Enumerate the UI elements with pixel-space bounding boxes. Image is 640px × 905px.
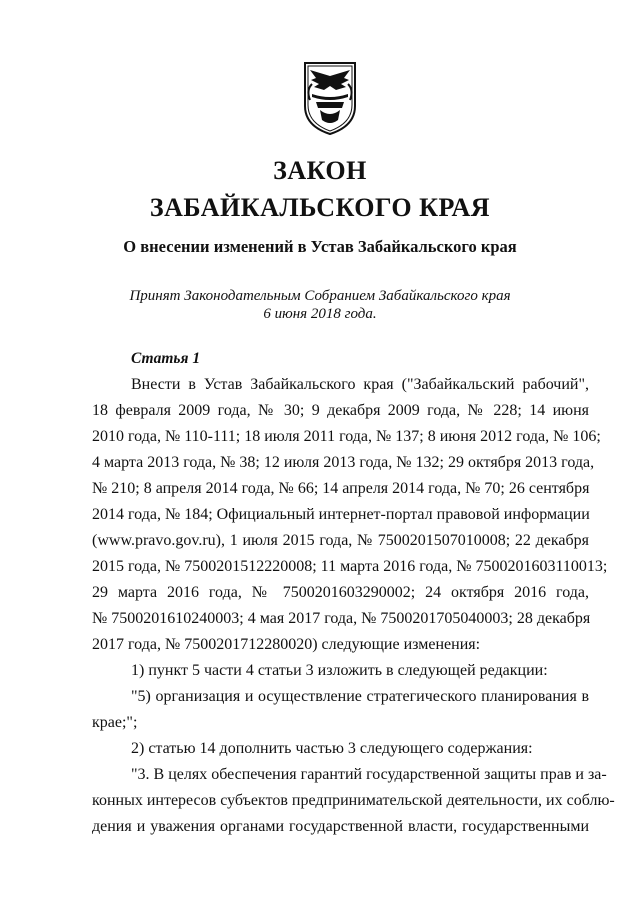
body-line: Внести в Устав Забайкальского края ("Забайкальский рабочий",: [131, 376, 589, 393]
body-line: 2017 года, № 7500201712280020) следующие изменения:: [92, 636, 481, 653]
coat-of-arms-emblem: [302, 60, 358, 136]
body-line: № 210; 8 апреля 2014 года, № 66; 14 апреля 2014 года, № 70; 26 сентября: [92, 480, 590, 497]
body-line: 1) пункт 5 части 4 статьи 3 изложить в следующей редакции:: [131, 662, 548, 679]
law-region-title: ЗАБАЙКАЛЬСКОГО КРАЯ: [149, 193, 491, 222]
body-line: 18 февраля 2009 года, № 30; 9 декабря 2009 года, № 228; 14 июня: [92, 402, 589, 419]
body-line: 2010 года, № 110-111; 18 июля 2011 года, № 137; 8 июня 2012 года, № 106;: [92, 428, 601, 445]
body-line: 2015 года, № 7500201512220008; 11 марта 2016 года, № 7500201603110013;: [92, 558, 608, 575]
law-title: ЗАКОН: [273, 156, 367, 185]
body-line: дения и уважения органами государственной власти, государственными: [92, 818, 589, 835]
article-heading: Статья 1: [131, 350, 201, 367]
body-line: "5) организация и осуществление стратегического планирования в: [131, 688, 589, 705]
body-line: крае;";: [92, 714, 138, 731]
body-line: "3. В целях обеспечения гарантий государственной защиты прав и за-: [131, 766, 607, 783]
body-line: 4 марта 2013 года, № 38; 12 июля 2013 года, № 132; 29 октября 2013 года,: [92, 454, 595, 471]
body-line: 29 марта 2016 года, № 7500201603290002; 24 октября 2016 года,: [92, 584, 589, 601]
adopted-line-2: 6 июня 2018 года.: [263, 306, 377, 322]
body-line: (www.pravo.gov.ru), 1 июля 2015 года, № 7500201507010008; 22 декабря: [92, 532, 589, 549]
body-line: № 7500201610240003; 4 мая 2017 года, № 7500201705040003; 28 декабря: [92, 610, 591, 627]
body-line: 2) статью 14 дополнить частью 3 следующего содержания:: [131, 740, 533, 757]
adopted-line-1: Принят Законодательным Собранием Забайкальского края: [129, 288, 511, 304]
law-subtitle: О внесении изменений в Устав Забайкальского края: [123, 237, 517, 256]
body-line: 2014 года, № 184; Официальный интернет-портал правовой информации: [92, 506, 590, 523]
body-line: конных интересов субъектов предпринимательской деятельности, их соблю-: [92, 792, 615, 809]
